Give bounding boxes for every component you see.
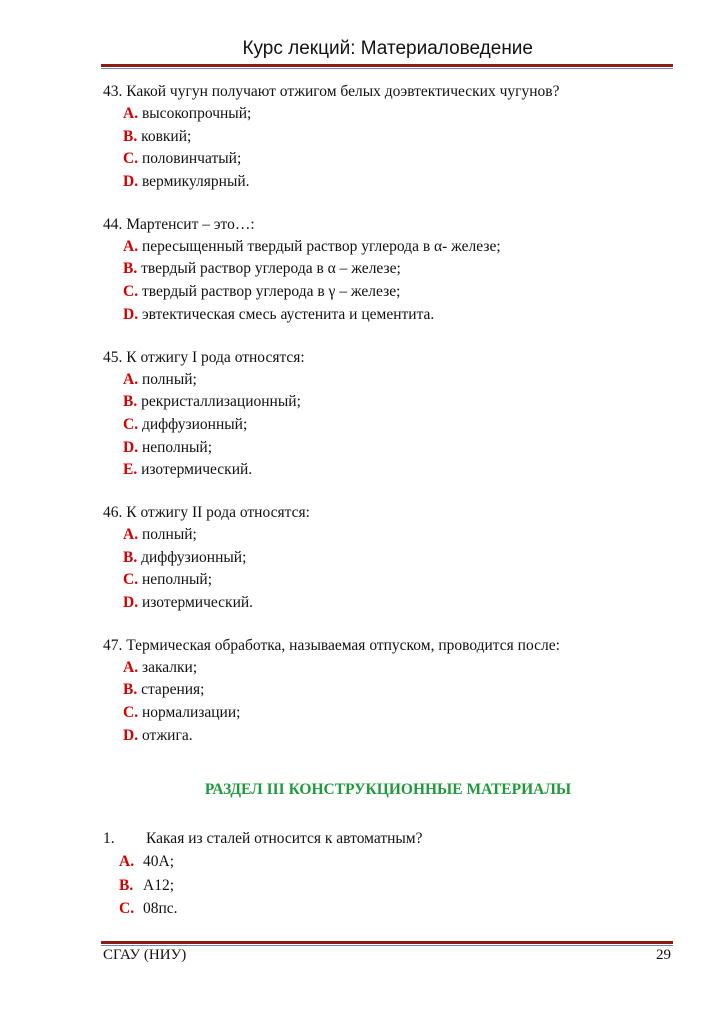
option-text: вермикулярный. [138,173,250,191]
answer-option [103,547,673,570]
option-text: твердый раствор углерода в α – железе; [137,260,401,278]
answer-option [103,148,673,171]
answer-option [103,897,673,921]
option-text: рекристаллизационный; [137,393,301,411]
option-text: ковкий; [137,127,192,145]
question-text: 47. Термическая обработка, называемая отпуском, проводится после: [103,636,560,654]
option-letter: C. [123,704,139,722]
answer-option [103,524,673,547]
option-text: диффузионный; [137,548,247,566]
option-letter: C. [119,900,135,917]
option-letter: B. [123,127,138,145]
option-text: 08пс. [143,900,178,917]
option-text: полный; [138,525,197,543]
question-text: 45. К отжигу I рода относятся: [103,348,305,366]
answer-option [103,236,673,259]
section-title: РАЗДЕЛ III КОНСТРУКЦИОННЫЕ МАТЕРИАЛЫ [204,781,572,798]
option-text: высокопрочный; [138,105,252,122]
option-letter: C. [123,283,139,301]
option-text: закалки; [138,658,198,676]
option-letter: A. [123,105,139,122]
question-43 [103,80,673,194]
answer-option [103,258,673,281]
option-letter: B. [123,393,138,411]
header-rule-accent [101,68,673,69]
option-letter: D. [123,726,139,744]
answer-option [103,414,673,437]
answer-option [103,369,673,392]
option-letter: B. [119,876,134,894]
option-letter: A. [119,853,135,870]
option-text: полный; [138,370,197,388]
answer-option [103,304,673,327]
option-letter: D. [123,594,139,611]
option-letter: C. [123,150,139,168]
answer-option [103,391,673,414]
option-text: половинчатый; [138,150,242,168]
question-text: 44. Мартенсит – это…: [103,215,255,233]
option-letter: B. [123,260,138,278]
question-47 [103,634,673,748]
answer-option [103,850,673,874]
option-text: изотермический. [138,594,254,611]
question-text: 43. Какой чугун получают отжигом белых доэвтектических чугунов? [103,83,560,100]
page-number: 29 [656,947,671,963]
option-letter: E. [123,461,138,479]
answer-option [103,126,673,149]
answer-option [103,679,673,702]
questions-list [103,80,673,766]
question-45 [103,346,673,482]
question-text: Какая из сталей относится к автоматным? [146,830,423,847]
option-text: эвтектическая смесь аустенита и цементита. [138,305,435,323]
option-letter: D. [123,305,139,323]
option-letter: D. [123,438,139,456]
option-letter: A. [123,370,139,388]
option-text: А12; [143,876,174,894]
option-letter: B. [123,548,138,566]
option-text: нормализации; [138,704,241,722]
option-text: старения; [137,681,205,699]
section-question-1 [103,827,673,921]
option-letter: A. [123,237,139,255]
answer-option [103,459,673,482]
option-text: пересыщенный твердый раствор углерода в α- железе; [138,237,501,255]
question-44 [103,213,673,327]
option-letter: C. [123,571,139,589]
option-letter: C. [123,415,139,433]
answer-option [103,103,673,126]
option-text: твердый раствор углерода в γ – железе; [138,283,401,301]
question-text: 46. К отжигу II рода относятся: [103,503,310,521]
option-text: неполный; [138,571,213,589]
answer-option [103,171,673,194]
option-text: отжига. [138,726,193,744]
question-number: 1. [103,830,115,847]
page-header-title: Курс лекций: Материаловедение [242,38,533,59]
option-letter: A. [123,658,139,676]
footer-rule [101,941,673,944]
answer-option [103,874,673,898]
answer-option [103,725,673,748]
option-letter: D. [123,173,139,191]
option-text: 40А; [143,853,174,870]
answer-option [103,657,673,680]
option-letter: A. [123,525,139,543]
option-text: изотермический. [137,461,253,479]
question-46 [103,501,673,615]
answer-option [103,437,673,460]
answer-option [103,702,673,725]
footer-rule-accent [101,945,673,946]
option-text: диффузионный; [138,415,248,433]
header-rule [101,64,673,67]
answer-option [103,281,673,304]
option-letter: B. [123,681,138,699]
option-text: неполный; [138,438,213,456]
answer-option [103,592,673,615]
answer-option [103,569,673,592]
footer-institution: СГАУ (НИУ) [103,947,187,963]
